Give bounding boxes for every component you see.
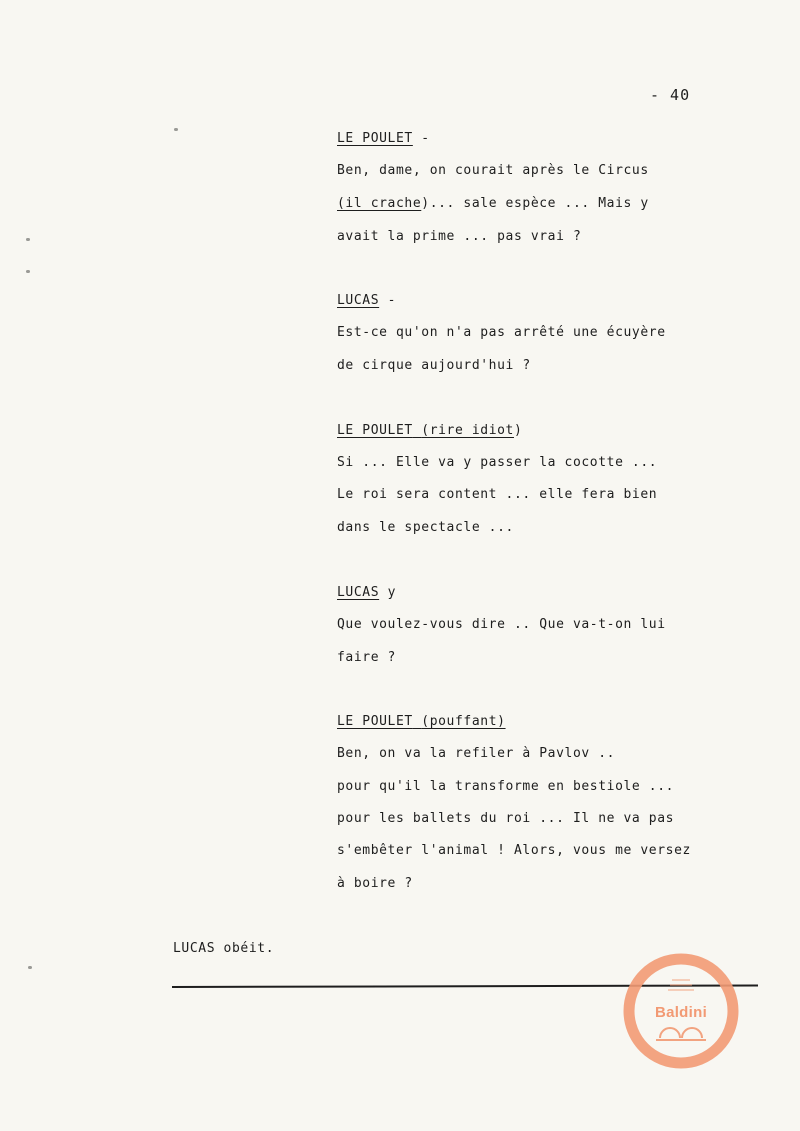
dialogue-line: faire ? bbox=[337, 650, 396, 665]
stamp-label: Baldini bbox=[654, 1004, 708, 1021]
dialogue-line: Ben, on va la refiler à Pavlov .. bbox=[337, 746, 616, 761]
dialogue-line: avait la prime ... pas vrai ? bbox=[337, 229, 582, 244]
speaker-line bbox=[337, 293, 396, 308]
stage-aside: (il crache bbox=[337, 196, 422, 211]
dialogue-line: s'embêter l'animal ! Alors, vous me versez bbox=[337, 843, 691, 858]
dialogue-line: de cirque aujourd'hui ? bbox=[337, 358, 531, 373]
paper-speck bbox=[174, 128, 178, 131]
speaker-suffix: y bbox=[379, 585, 396, 600]
paper-speck bbox=[28, 966, 32, 969]
dialogue-line: Si ... Elle va y passer la cocotte ... bbox=[337, 455, 658, 470]
dialogue-line: Que voulez-vous dire .. Que va-t-on lui bbox=[337, 617, 666, 632]
speaker-line bbox=[337, 131, 430, 146]
paper-speck bbox=[26, 238, 30, 241]
stage-direction-inline: (rire idiot bbox=[421, 423, 514, 438]
dialogue-line: à boire ? bbox=[337, 876, 413, 891]
dialogue-line: Est-ce qu'on n'a pas arrêté une écuyère bbox=[337, 325, 666, 340]
speaker-name: LE POULET bbox=[337, 131, 413, 146]
paper-speck bbox=[26, 270, 30, 273]
speaker-name: LUCAS bbox=[337, 585, 380, 600]
speaker-name: LE POULET bbox=[337, 423, 413, 438]
dialogue-line: dans le spectacle ... bbox=[337, 520, 514, 535]
speaker-line bbox=[337, 585, 396, 600]
dialogue-line bbox=[337, 196, 649, 211]
page-number: - 40 bbox=[650, 86, 691, 104]
stage-direction: LUCAS obéit. bbox=[173, 941, 275, 956]
dialogue-line: pour qu'il la transforme en bestiole ... bbox=[337, 779, 675, 794]
speaker-suffix: - bbox=[412, 131, 430, 146]
speaker-line bbox=[337, 714, 506, 729]
dialogue-text: )... sale espèce ... Mais y bbox=[421, 196, 649, 211]
dialogue-line: Ben, dame, on courait après le Circus bbox=[337, 163, 649, 178]
speaker-name: LUCAS bbox=[337, 293, 380, 308]
dialogue-line: Le roi sera content ... elle fera bien bbox=[337, 487, 658, 502]
stage-direction-inline: (pouffant) bbox=[421, 714, 506, 729]
dialogue-line: pour les ballets du roi ... Il ne va pas bbox=[337, 811, 675, 826]
speaker-line bbox=[337, 423, 522, 438]
archive-stamp-logo bbox=[622, 952, 740, 1070]
speaker-name: LE POULET bbox=[337, 714, 413, 729]
speaker-suffix: - bbox=[379, 293, 396, 308]
speaker-suffix: ) bbox=[513, 423, 523, 438]
